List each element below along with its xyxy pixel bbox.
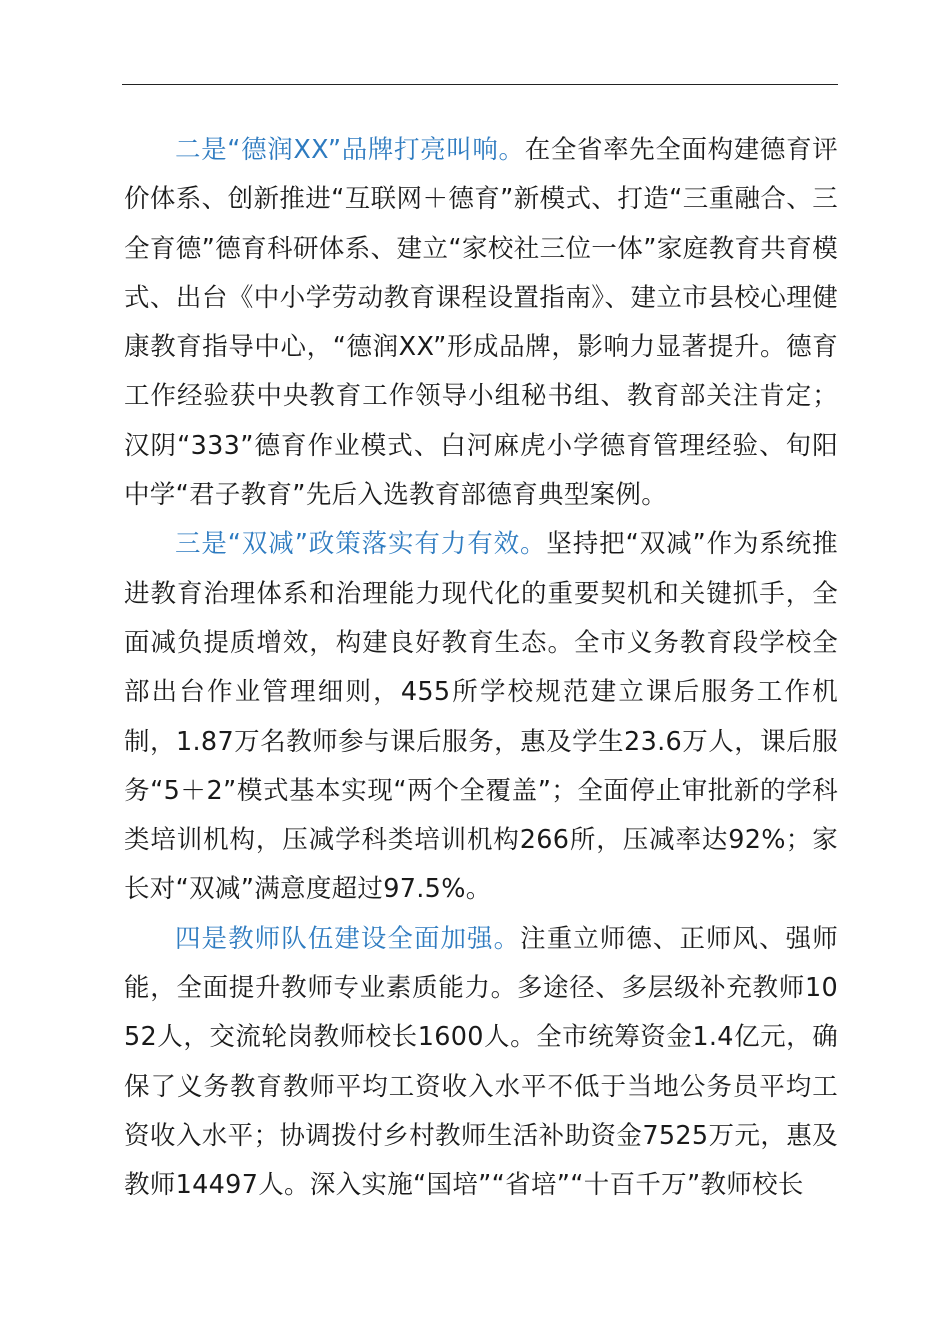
paragraph-4-heading: 四是教师队伍建设全面加强。 <box>175 923 521 954</box>
paragraph-4-text: 注重立师德、正师风、强师能，全面提升教师专业素质能力。多途径、多层级补充教师1052人，交流轮岗教师校长1600人。全市统筹资金1.4亿元，确保了义务教育教师平均工资收入水平不低于当地公务员平均工资收入水平；协调拨付乡村教师生活补助资金7525万元，惠及教师14497人。深入实施“国培”“省培”“十百千万”教师校长 <box>124 923 838 1201</box>
paragraph-3-text: 坚持把“双减”作为系统推进教育治理体系和治理能力现代化的重要契机和关键抓手，全面减负提质增效，构建良好教育生态。全市义务教育段学校全部出台作业管理细则，455所学校规范建立课后服务工作机制，1.87万名教师参与课后服务，惠及学生23.6万人，课后服务“5＋2”模式基本实现“两个全覆盖”；全面停止审批新的学科类培训机构，压减学科类培训机构266所，压减率达92%；家长对“双减”满意度超过97.5%。 <box>124 529 838 905</box>
paragraph-4 <box>124 915 838 1211</box>
paragraph-2-text: 在全省率先全面构建德育评价体系、创新推进“互联网＋德育”新模式、打造“三重融合、三全育德”德育科研体系、建立“家校社三位一体”家庭教育共育模式、出台《中小学劳动教育课程设置指南》、建立市县校心理健康教育指导中心，“德润XX”形成品牌，影响力显著提升。德育工作经验获中央教育工作领导小组秘书组、教育部关注肯定；汉阴“333”德育作业模式、白河麻虎小学德育管理经验、旬阳中学“君子教育”先后入选教育部德育典型案例。 <box>124 135 838 511</box>
document-body <box>124 126 838 1211</box>
header-rule <box>122 84 838 85</box>
paragraph-3-heading: 三是“双减”政策落实有力有效。 <box>175 529 547 560</box>
paragraph-2-heading: 二是“德润XX”品牌打亮叫响。 <box>175 135 525 165</box>
paragraph-2 <box>124 126 838 520</box>
paragraph-3 <box>124 520 838 914</box>
